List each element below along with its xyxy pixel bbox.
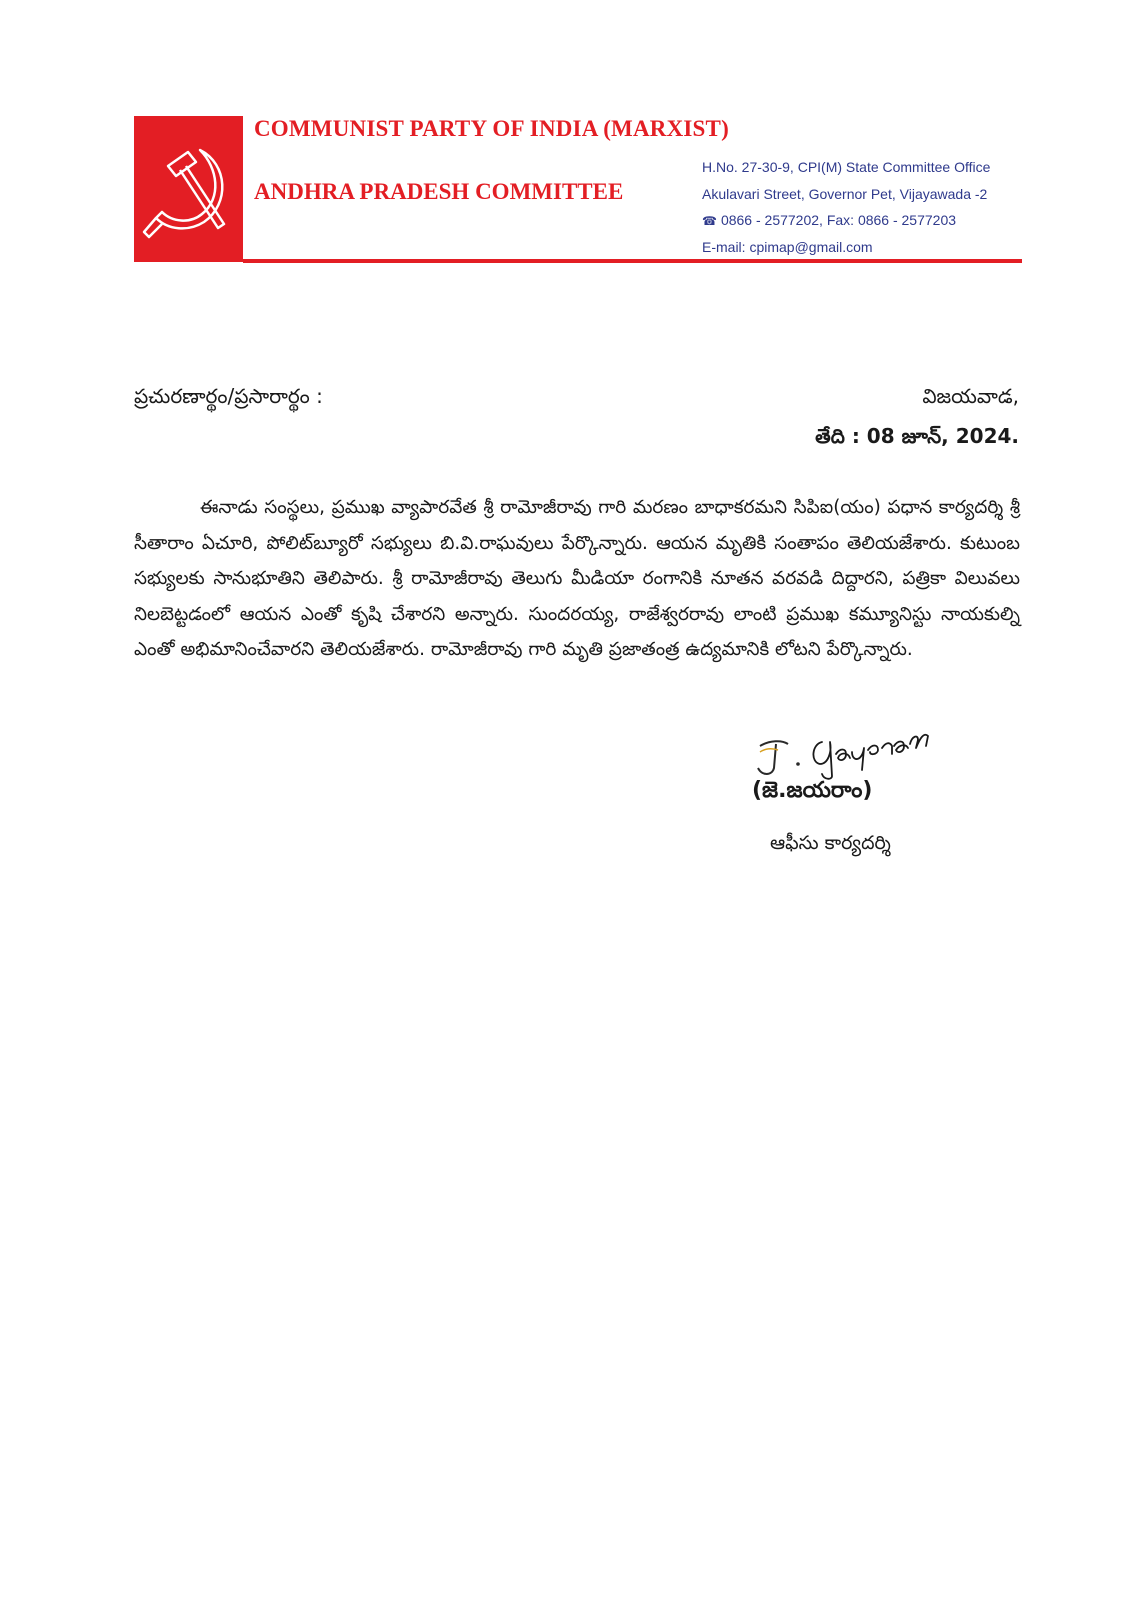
email-line: E-mail: cpimap@gmail.com [702, 238, 873, 255]
address-line-2: Akulavari Street, Governor Pet, Vijayawada -2 [702, 185, 988, 202]
phone-line [702, 207, 990, 234]
party-logo [134, 116, 243, 262]
signatory-title: ఆఫీసు కార్యదర్శి [770, 832, 891, 854]
address-line-1: H.No. 27-30-9, CPI(M) State Committee Office [702, 159, 991, 175]
telephone-icon: ☎ [702, 214, 717, 228]
phone-numbers: 0866 - 2577202, Fax: 0866 - 2577203 [720, 212, 957, 228]
letterhead [134, 116, 1022, 264]
place: విజయవాడ, [922, 384, 1019, 408]
committee-name: ANDHRA PRADESH COMMITTEE [254, 179, 624, 204]
date-line: తేది : 08 జూన్‌, 2024. [815, 424, 1019, 448]
release-heading: ప్రచురణార్థం/ప్రసారార్థం : [134, 384, 323, 408]
office-address [702, 154, 990, 260]
signatory-name: (జె.జయరాం) [752, 778, 873, 803]
hammer-sickle-icon [138, 142, 238, 242]
handwritten-signature [752, 702, 932, 786]
party-name: COMMUNIST PARTY OF INDIA (MARXIST) [254, 116, 729, 141]
header-divider [243, 259, 1022, 263]
letter-body: ఈనాడు సంస్థలు, ప్రముఖ వ్యాపారవేత శ్రీ రామోజీరావు గారి మరణం బాధాకరమని సిపిఐ(యం) పధాన కార్యదర్శి శ్రీ సీతారాం ఏచూరి, పోలిట్‌బ్యూరో సభ్యులు బి.వి.రాఘవులు పేర్కొన్నారు. ఆయన మృతికి సంతాపం తెలియజేశారు. కుటుంబ సభ్యులకు సానుభూతిని తెలిపారు. శ్రీ రామోజీరావు తెలుగు మీడియా రంగానికి నూతన వరవడి దిద్దారని, పత్రికా విలువలు నిలబెట్టడంలో ఆయన ఎంతో కృషి చేశారని అన్నారు. సుందరయ్య, రాజేశ్వరరావు లాంటి ప్రముఖ కమ్యూనిస్టు నాయకుల్ని ఎంతో అభిమానించేవారని తెలియజేశారు. రామోజీరావు గారి మృతి ప్రజాతంత్ర ఉద్యమానికి లోటని పేర్కొన్నారు. [134, 497, 1020, 660]
